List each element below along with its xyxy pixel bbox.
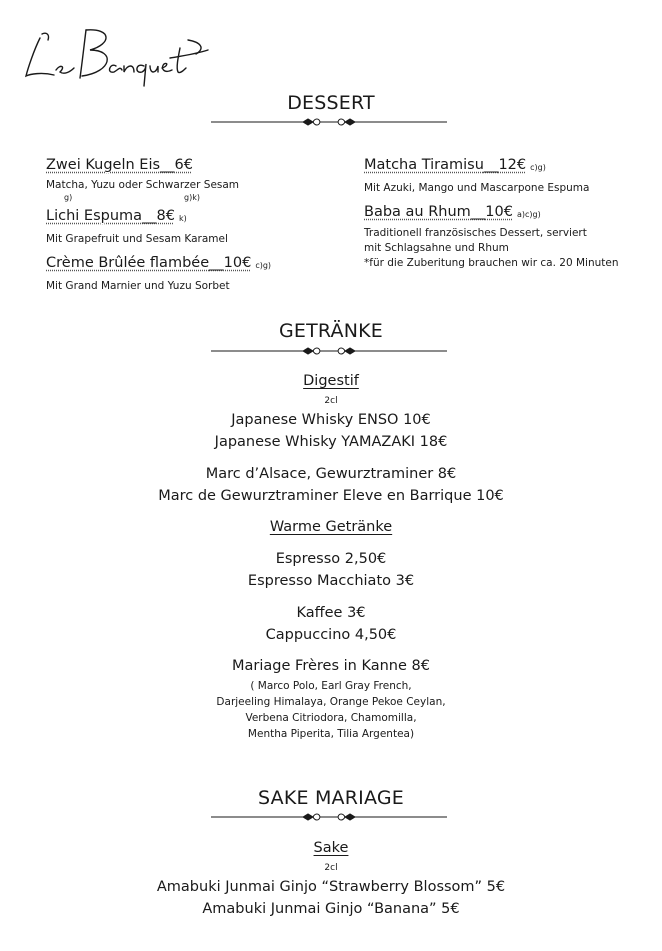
allergen-note: g)k) — [184, 193, 200, 202]
drink-item: Marc d’Alsace, Gewurztraminer 8€ — [205, 466, 457, 482]
sake-heading: Sake — [313, 840, 349, 856]
drink-item: Cappuccino 4,50€ — [265, 627, 397, 643]
item-description: Mit Grapefruit und Sesam Karamel — [46, 233, 228, 245]
item-name: Baba au Rhum — [364, 204, 471, 220]
item-description: Mit Grand Marnier und Yuzu Sorbet — [46, 280, 230, 292]
ornament-divider — [211, 344, 447, 358]
menu-item: Zwei Kugeln Eis__6€ Matcha, Yuzu oder Schwarzer Sesam g) g)k) — [46, 156, 326, 202]
item-name: Zwei Kugeln Eis — [46, 157, 161, 173]
drink-item: Japanese Whisky YAMAZAKI 18€ — [214, 434, 448, 450]
item-name: Matcha Tiramisu — [364, 157, 484, 173]
dessert-title: DESSERT — [287, 92, 375, 114]
drink-item: Japanese Whisky ENSO 10€ — [231, 412, 431, 428]
digestif-size-note: 2cl — [324, 396, 338, 406]
item-name: Crème Brûlée flambée — [46, 255, 210, 271]
drink-item: Amabuki Junmai Ginjo “Strawberry Blossom” 5€ — [156, 879, 506, 895]
dessert-right-column — [364, 156, 654, 271]
menu-item: Baba au Rhum__10€ a)c)g) Traditionell französisches Dessert, serviert mit Schlagsahne und Rhum *für die Zuberitung brauchen wir ca. 20 Minuten — [364, 203, 654, 271]
ornament-divider — [211, 115, 447, 129]
menu-item: Crème Brûlée flambée__10€ c)g) Mit Grand Marnier und Yuzu Sorbet — [46, 254, 326, 294]
drink-item: Espresso 2,50€ — [275, 551, 387, 567]
allergen-note: g) — [64, 193, 73, 202]
ornament-divider — [211, 810, 447, 824]
drink-item: Espresso Macchiato 3€ — [247, 573, 415, 589]
digestif-heading: Digestif — [303, 373, 359, 389]
tea-list-line: Darjeeling Himalaya, Orange Pekoe Ceylan, — [216, 696, 446, 708]
tea-list-line: Verbena Citriodora, Chamomilla, — [245, 712, 417, 724]
item-description: mit Schlagsahne und Rhum — [364, 242, 509, 254]
sake-title: SAKE MARIAGE — [258, 787, 404, 809]
item-price: 10€ — [485, 204, 513, 220]
allergen-note: k) — [178, 214, 187, 223]
item-price: 10€ — [223, 255, 252, 271]
tea-list-line: ( Marco Polo, Earl Gray French, — [250, 680, 412, 692]
drink-item: Marc de Gewurztraminer Eleve en Barrique 10€ — [158, 488, 504, 504]
item-price: 6€ — [174, 157, 193, 173]
allergen-note: a)c)g) — [516, 210, 541, 219]
item-price: 8€ — [156, 208, 175, 224]
drink-item: Kaffee 3€ — [296, 605, 366, 621]
item-description: *für die Zuberitung brauchen wir ca. 20 Minuten — [364, 257, 619, 269]
allergen-note: c)g) — [255, 261, 272, 270]
item-description: Mit Azuki, Mango und Mascarpone Espuma — [364, 182, 590, 194]
le-banquet-logo — [20, 20, 210, 92]
getraenke-title: GETRÄNKE — [278, 320, 384, 342]
allergen-note: c)g) — [530, 163, 546, 172]
item-description: Matcha, Yuzu oder Schwarzer Sesam — [46, 179, 240, 191]
drink-item: Amabuki Junmai Ginjo “Banana” 5€ — [202, 901, 460, 917]
drink-item: Mariage Frères in Kanne 8€ — [232, 658, 430, 674]
menu-item: Matcha Tiramisu__12€ c)g) Mit Azuki, Mango und Mascarpone Espuma — [364, 156, 654, 196]
item-name: Lichi Espuma — [46, 208, 143, 224]
sake-size-note: 2cl — [324, 863, 338, 873]
dessert-left-column — [46, 156, 326, 294]
warme-getraenke-heading: Warme Getränke — [269, 519, 393, 535]
item-description: Traditionell französisches Dessert, serviert — [364, 227, 587, 239]
item-price: 12€ — [498, 157, 527, 173]
tea-list-line: Mentha Piperita, Tilia Argentea) — [247, 728, 415, 740]
menu-item: Lichi Espuma__8€ k) Mit Grapefruit und Sesam Karamel — [46, 207, 326, 247]
